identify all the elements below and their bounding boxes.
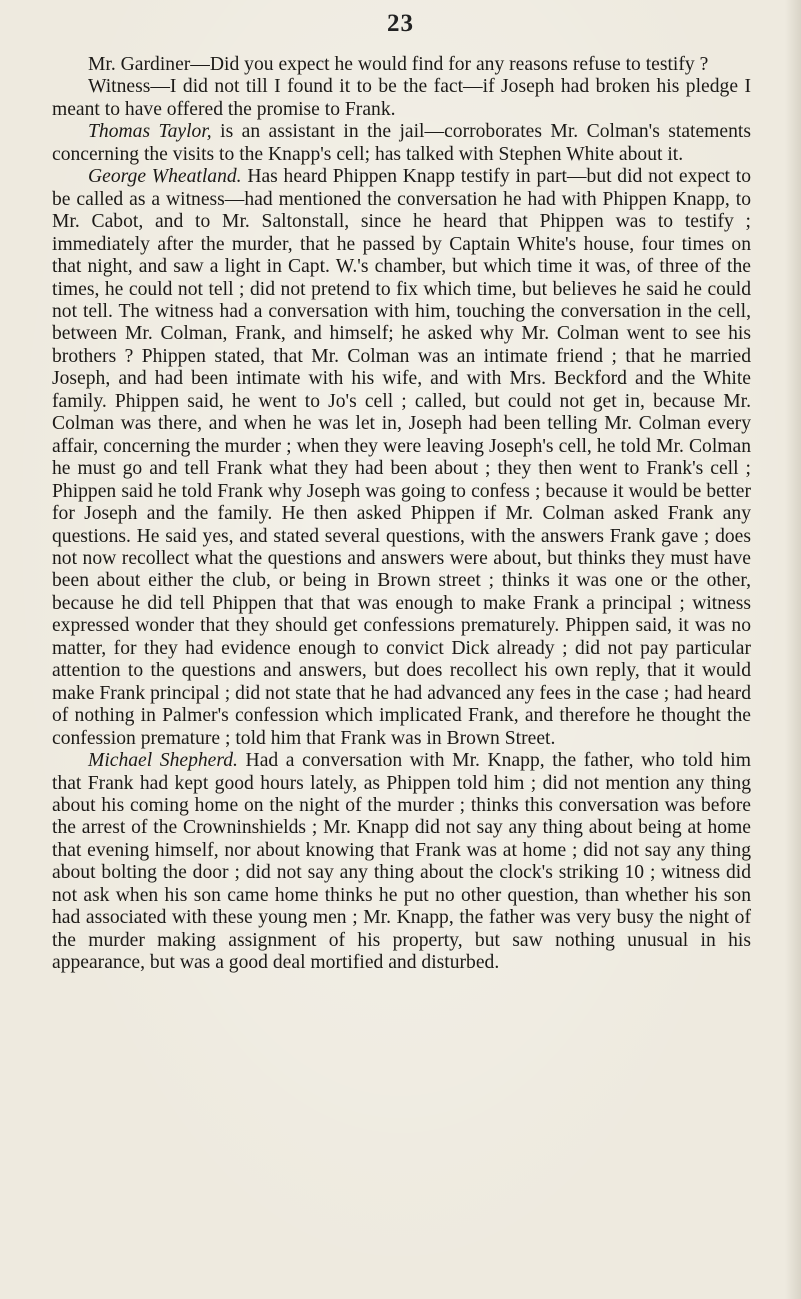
paragraph-text: Has heard Phippen Knapp testify in part—but did not expect to be called as a witness—had mentioned the conversation he had with Phippen Knapp, to Mr. Cabot, and to Mr. Saltonstall, since he heard that Phippen was to testify ; immediately after the murder, that he passed by Captain White's house, four times on that night, and saw a light in Capt. W.'s chamber, but which time it was, of three of the times, he could not tell ; did not pretend to fix which time, but believes he said he could not tell. The witness had a conversation with him, touching the conversation in the cell, between Mr. Colman, Frank, and himself; he asked why Mr. Colman went to see his brothers ? Phippen stated, that Mr. Colman was an intimate friend ; that he married Joseph, and had been intimate with his wife, and with Mrs. Beckford and the White family. Phippen said, he went to Jo's cell ; called, but could not get in, because Mr. Colman was there, and when he was let in, Joseph had been telling Mr. Colman every affair, concerning the murder ; when they were leaving Joseph's cell, he told Mr. Colman he must go and tell Frank what they had been about ; they then went to Frank's cell ; Phippen said he told Frank why Joseph was going to confess ; because it would be better for Joseph and the family. He then asked Phippen if Mr. Colman asked Frank any questions. He said yes, and stated several questions, with the answers Frank gave ; does not now recollect what the questions and answers were about, but thinks they must have been about either the club, or being in Brown street ; thinks it was one or the other, because he did tell Phippen that that was enough to make Frank a principal ; witness expressed wonder that they should get confessions prematurely. Phippen said, it was no matter, for they had evidence enough to convict Dick already ; did not pay particular attention to the questions and answers, but does recollect his own reply, that it would make Frank principal ; did not state that he had advanced any fees in the case ; had heard of nothing in Palmer's confession which implicated Frank, and therefore he thought the confession premature ; told him that Frank was in Brown Street. bbox=[52, 166, 751, 749]
paragraph-text: is an assistant in the jail—corroborates Mr. Colman's statements concerning the visits to the Knapp's cell; has talked with Stephen White about it. bbox=[52, 121, 751, 165]
paragraph bbox=[52, 54, 751, 76]
paragraph-text: Had a conversation with Mr. Knapp, the father, who told him that Frank had kept good hours lately, as Phippen told him ; did not mention any thing about his coming home on the night of the murder ; thinks this conversation was before the arrest of the Crowninshields ; Mr. Knapp did not say any thing about being at home that evening himself, nor about knowing that Frank was at home ; did not say any thing about bolting the door ; did not say any thing about the clock's striking 10 ; witness did not ask when his son came home thinks he put no other question, than whether his son had associated with these young men ; Mr. Knapp, the father was very busy the night of the murder making assignment of his property, but saw nothing unusual in his appearance, but was a good deal mortified and disturbed. bbox=[52, 750, 751, 974]
paragraph-text: Witness—I did not till I found it to be the fact—if Joseph had broken his pledge I meant to have offered the promise to Frank. bbox=[52, 76, 751, 120]
body-text bbox=[52, 54, 751, 975]
page-edge-shadow bbox=[785, 0, 801, 1299]
paragraph bbox=[52, 121, 751, 166]
page-number: 23 bbox=[387, 10, 414, 37]
paragraph bbox=[52, 750, 751, 975]
paragraph-text: Mr. Gardiner—Did you expect he would find for any reasons refuse to testify ? bbox=[88, 54, 709, 75]
speaker-name: George Wheatland. bbox=[88, 166, 242, 188]
paragraph bbox=[52, 166, 751, 750]
paragraph bbox=[52, 76, 751, 121]
speaker-name: Michael Shepherd. bbox=[88, 750, 238, 772]
speaker-name: Thomas Taylor, bbox=[88, 121, 212, 143]
